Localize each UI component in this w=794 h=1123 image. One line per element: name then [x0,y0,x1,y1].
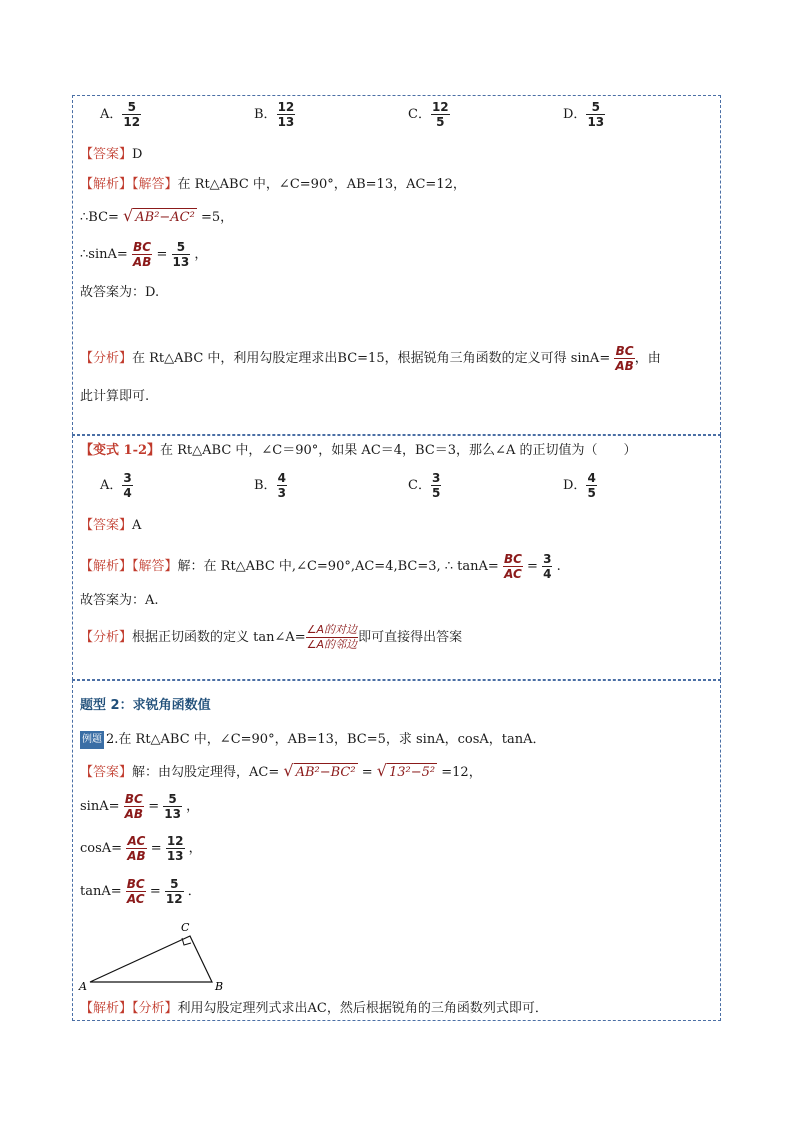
section-heading: 题型 2：求锐角函数值 [80,698,211,713]
triangle-figure [78,918,228,994]
vertex-a-label: A [79,980,87,993]
fenxi-line: 【分析】在 Rt△ABC 中，利用勾股定理求出BC=15，根据锐角三角函数的定义可得 sinA= $\frac{BC}{AB}$ ，由 [80,344,661,373]
sin-line: sinA= $\frac{BC}{AB}$ = $\frac{5}{13}$ ， [80,792,200,821]
q2-answer-line: 【答案】A [80,518,142,533]
solution-line-3: ∴sinA= $\frac{BC}{AB}$ = $\frac{5}{13}$ ， [80,240,208,269]
question-2-text: 【变式 1-2】在 Rt△ABC 中，∠C＝90°，如果 AC＝4，BC＝3，那么∠A 的正切值为（ ） [80,443,637,458]
example-badge: 例题 [80,731,104,749]
example-question: 例题 2.在 Rt△ABC 中，∠C=90°，AB=13，BC=5，求 sinA，cosA，tanA． [82,732,546,747]
cos-line: cosA= $\frac{AC}{AB}$ = $\frac{12}{13}$ ， [80,834,202,863]
q2-option-c: C． $\frac{3}{5}$ [408,471,441,500]
vertex-b-label: B [215,980,224,993]
option-a: A． $\frac{5}{12}$ [100,100,141,129]
q2-option-b: B． $\frac{4}{3}$ [254,471,286,500]
section-fenxi: 【解析】【分析】利用勾股定理列式求出AC，然后根据锐角的三角函数列式即可． [80,1001,548,1016]
fenxi-line-2: 此计算即可. [80,389,150,404]
option-d: D． $\frac{5}{13}$ [563,100,605,129]
q2-solution-line: 【解析】【解答】解：在 Rt△ABC 中,∠C=90°,AC=4,BC=3, ∴ tanA= $\frac{BC}{AC}$ = $\frac{3}{4}$ . [80,552,561,581]
vertex-c-label: C [181,921,190,934]
q2-option-d: D． $\frac{4}{5}$ [563,471,596,500]
q2-conclusion: 故答案为：A. [80,593,159,608]
solution-line-1: 【解析】【解答】在 Rt△ABC 中，∠C=90°，AB=13，AC=12， [80,177,466,192]
q2-option-a: A． $\frac{3}{4}$ [100,471,132,500]
option-b: B． $\frac{12}{13}$ [254,100,295,129]
solution-line-2: ∴BC= √ AB²−AC² =5， [80,206,234,225]
option-c: C． $\frac{12}{5}$ [408,100,449,129]
section-answer-line: 【答案】解：由勾股定理得，AC= √ AB²−BC² = √ 13²−5² =12， [80,761,482,780]
conclusion-line: 故答案为：D. [80,285,160,300]
tan-line: tanA= $\frac{BC}{AC}$ = $\frac{5}{12}$ ． [80,877,201,906]
answer-line: 【答案】D [80,147,143,162]
q2-fenxi: 【分析】根据正切函数的定义 tan∠A= $\frac{\text{∠A的对边}}{\text{∠A的邻边}}$ 即可直接得出答案 [80,623,463,651]
